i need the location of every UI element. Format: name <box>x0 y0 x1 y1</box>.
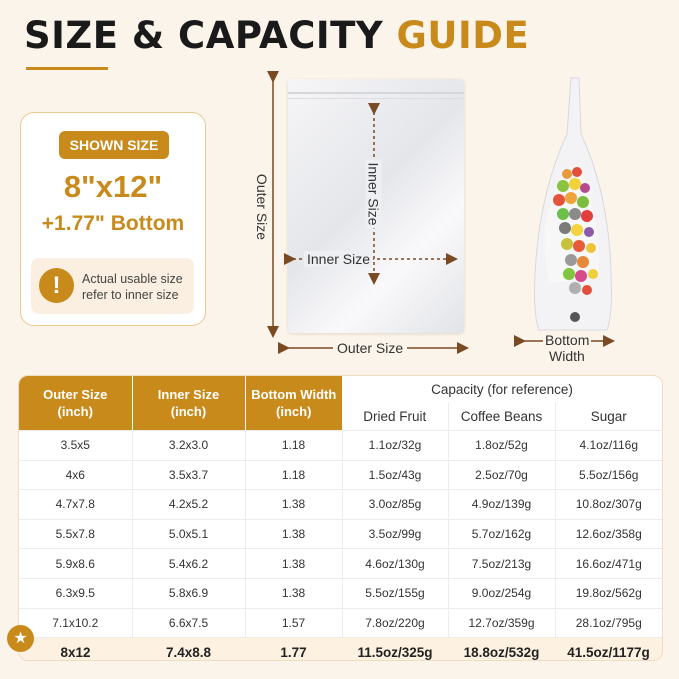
header-capacity: Capacity (for reference) <box>431 381 573 397</box>
table-row: 4.7x7.8 4.2x5.2 1.38 3.0oz/85g 4.9oz/139g 10.8oz/307g <box>19 490 662 520</box>
valve-icon <box>570 312 580 322</box>
header-inner-size: Inner Size (inch) <box>132 376 245 431</box>
outer-size-horizontal-label: Outer Size <box>333 340 407 356</box>
header-dried-fruit: Dried Fruit <box>342 402 448 431</box>
header-outer-size: Outer Size (inch) <box>19 376 132 431</box>
standing-bag-image <box>519 74 629 342</box>
page-title: SIZE & CAPACITY GUIDE <box>24 14 530 57</box>
title-accent: GUIDE <box>396 14 530 57</box>
table-row: 3.5x5 3.2x3.0 1.18 1.1oz/32g 1.8oz/52g 4.1oz/116g <box>19 431 662 461</box>
shown-size-bottom: +1.77" Bottom <box>41 212 185 235</box>
table-row: 5.9x8.6 5.4x6.2 1.38 4.6oz/130g 7.5oz/213g 16.6oz/471g <box>19 549 662 579</box>
shown-size-value: 8"x12" <box>63 169 163 204</box>
header-sugar: Sugar <box>555 402 662 431</box>
inner-size-horizontal-label: Inner Size <box>304 251 373 267</box>
size-capacity-table <box>18 375 663 661</box>
shown-size-badge: SHOWN SIZE <box>59 131 169 159</box>
note-text: Actual usable size refer to inner size <box>82 272 183 302</box>
table-row: 7.1x10.2 6.6x7.5 1.57 7.8oz/220g 12.7oz/359g 28.1oz/795g <box>19 608 662 638</box>
table-row: 4x6 3.5x3.7 1.18 1.5oz/43g 2.5oz/70g 5.5oz/156g <box>19 460 662 490</box>
table-row-highlighted: 8x12 7.4x8.8 1.77 11.5oz/325g 18.8oz/532g 41.5oz/1177g <box>19 638 662 661</box>
outer-size-vertical-label: Outer Size <box>254 171 270 243</box>
exclamation-icon: ! <box>39 268 74 303</box>
inner-size-vertical-label: Inner Size <box>366 159 382 228</box>
capacity-table <box>19 376 662 661</box>
bottom-width-label-2: Width <box>549 348 585 364</box>
header-coffee-beans: Coffee Beans <box>448 402 555 431</box>
header-bottom-width: Bottom Width (inch) <box>245 376 342 431</box>
table-row: 5.5x7.8 5.0x5.1 1.38 3.5oz/99g 5.7oz/162g 12.6oz/358g <box>19 519 662 549</box>
table-row: 6.3x9.5 5.8x6.9 1.38 5.5oz/155g 9.0oz/254g 19.8oz/562g <box>19 578 662 608</box>
bottom-width-label-1: Bottom <box>545 332 590 348</box>
star-icon: ★ <box>7 625 34 652</box>
